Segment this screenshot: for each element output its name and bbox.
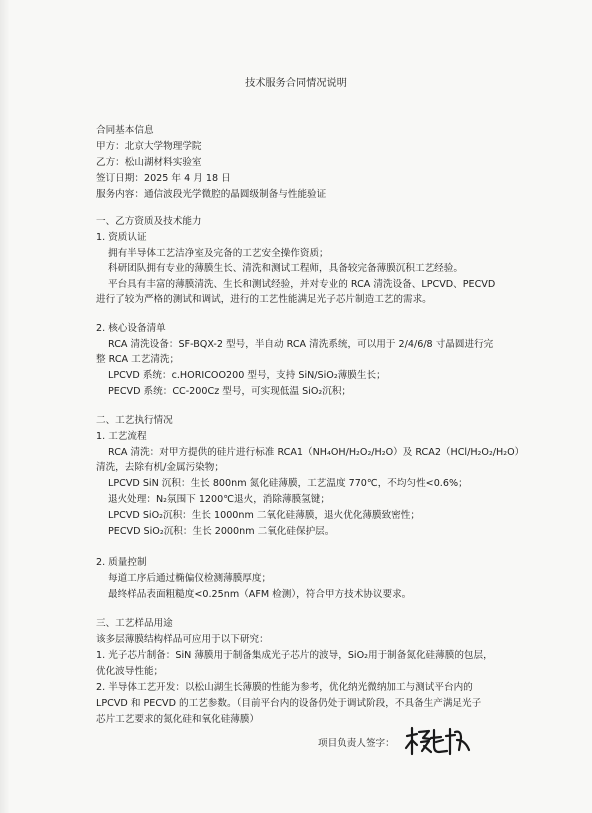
flow-4: LPCVD SiO₂沉积：生长 1000nm 二氧化硅薄膜，退火优化薄膜致密性； [108,510,420,521]
qualification-3b: 进行了较为严格的测试和调试，进行的工艺性能满足光子芯片制造工艺的需求。 [96,294,432,305]
usage-1b: 优化波导性能； [96,666,164,677]
section-3-heading: 三、工艺样品用途 [96,618,173,629]
equipment-3: PECVD 系统：CC-200Cz 型号，可实现低温 SiO₂沉积； [108,386,352,397]
usage-2b: LPCVD 和 PECVD 的工艺参数。（目前平台内的设备仍处于调试阶段，不具备生产满足光子 [96,698,482,709]
equipment-1b: 整 RCA 工艺清洗； [96,354,180,365]
flow-5: PECVD SiO₂沉积：生长 2000nm 二氧化硅保护层。 [108,526,335,537]
usage-1a: 1. 光子芯片制备：SiN 薄膜用于制备集成光子芯片的波导，SiO₂用于制备氮化硅薄膜的包层， [96,650,493,661]
equipment-2: LPCVD 系统：c.HORICOO200 型号，支持 SiN/SiO₂薄膜生长； [108,370,386,381]
usage-2a: 2. 半导体工艺开发：以松山湖生长薄膜的性能为参考，优化纳光微纳加工与测试平台内的 [96,682,473,693]
equipment-1a: RCA 清洗设备：SF-BQX-2 型号，半自动 RCA 清洗系统，可以用于 2/4/6/8 寸晶圆进行完 [108,339,494,350]
usage-intro: 该多层薄膜结构样品可应用于以下研究： [96,634,269,645]
section-2-sub-1: 1. 工艺流程 [96,431,147,442]
section-1-sub-1: 1. 资质认证 [96,232,147,243]
service-content: 服务内容：通信波段光学微腔的晶圆级制备与性能验证 [96,189,327,200]
flow-3: 退火处理：N₂氛围下 1200℃退火，消除薄膜氢键； [108,494,330,505]
party-b: 乙方：松山湖材料实验室 [96,157,202,168]
usage-2c: 芯片工艺要求的氮化硅和氧化硅薄膜） [96,714,260,725]
flow-1b: 清洗，去除有机/金属污染物； [96,462,224,473]
sign-date: 签订日期：2025 年 4 月 18 日 [96,173,231,184]
qualification-2: 科研团队拥有专业的薄膜生长、清洗和测试工程师，具备较完备薄膜沉积工艺经验。 [108,263,463,274]
flow-2: LPCVD SiN 沉积：生长 800nm 氮化硅薄膜，工艺温度 770℃，不均匀性<0.6%； [108,478,468,489]
page-shadow [0,0,10,813]
document-title: 技术服务合同情况说明 [245,78,347,89]
flow-1a: RCA 清洗：对甲方提供的硅片进行标准 RCA1（NH₄OH/H₂O₂/H₂O）及 RCA2（HCl/H₂O₂/H₂O） [108,447,525,458]
basic-info-heading: 合同基本信息 [96,125,154,136]
party-a: 甲方：北京大学物理学院 [96,141,202,152]
section-1-sub-2: 2. 核心设备清单 [96,323,166,334]
section-2-heading: 二、工艺执行情况 [96,415,173,426]
quality-2: 最终样品表面粗糙度<0.25nm（AFM 检测），符合甲方技术协议要求。 [108,589,412,600]
qualification-3a: 平台具有丰富的薄膜清洗、生长和测试经验，并对专业的 RCA 清洗设备、LPCVD、PECVD [108,279,496,290]
section-1-heading: 一、乙方资质及技术能力 [96,216,202,227]
quality-1: 每道工序后通过椭偏仪检测薄膜厚度； [108,573,272,584]
signature-label: 项目负责人签字： [318,738,395,749]
section-2-sub-2: 2. 质量控制 [96,557,147,568]
handwritten-signature [403,724,473,758]
qualification-1: 拥有半导体工艺洁净室及完备的工艺安全操作资质； [108,248,329,259]
